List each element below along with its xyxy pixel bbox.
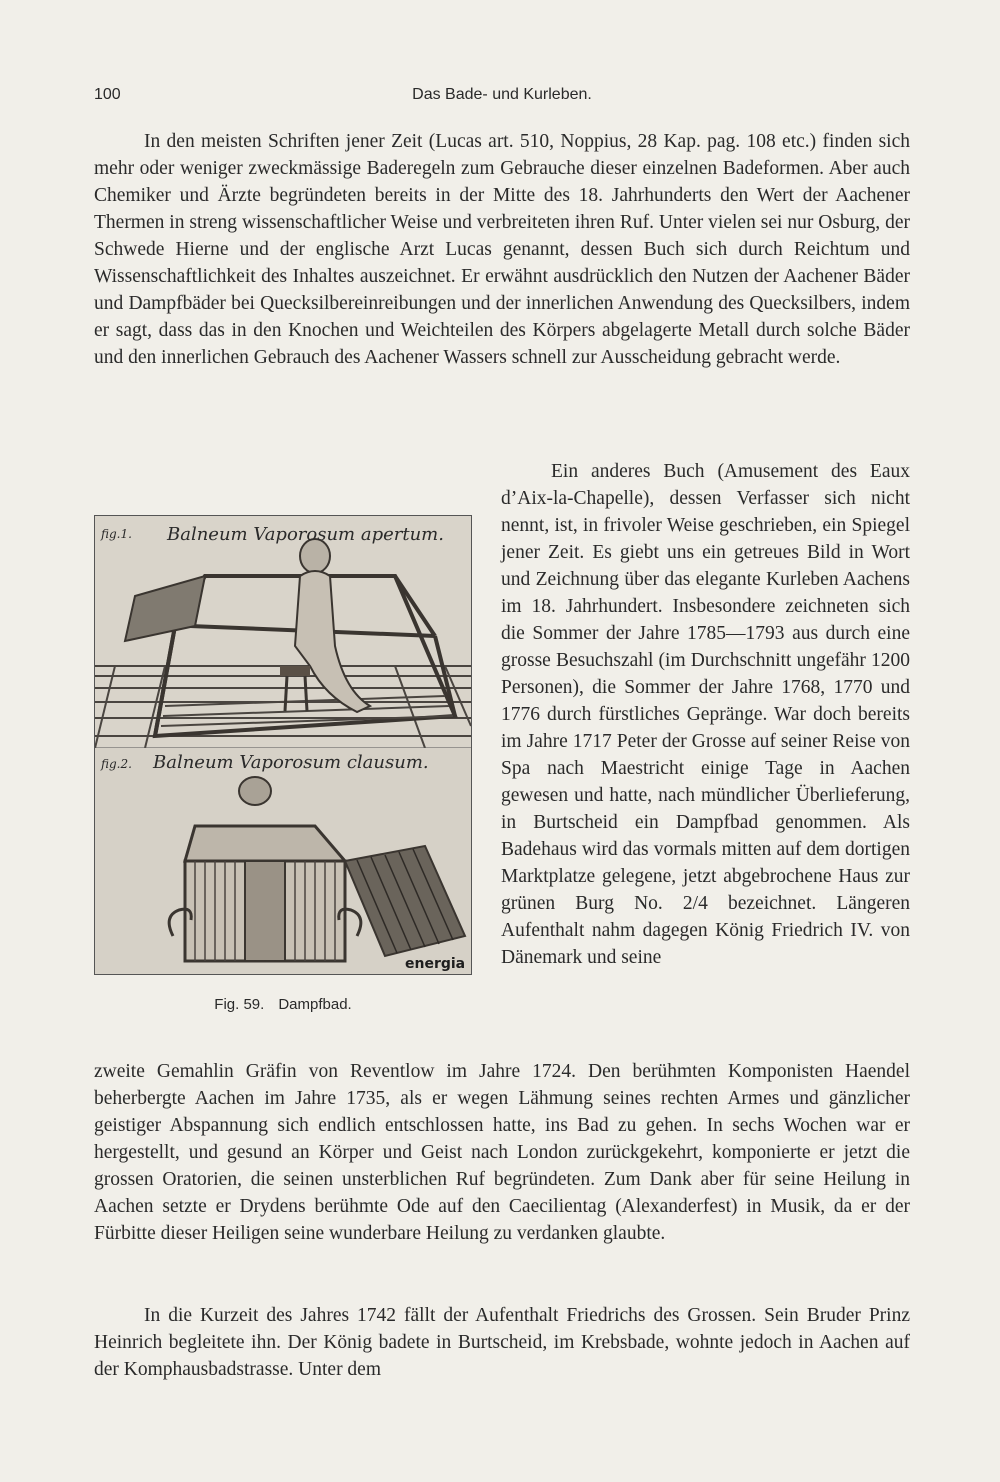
fig-1-number: fig.1.: [101, 527, 132, 541]
paragraph-1: In den meisten Schriften jener Zeit (Lucas art. 510, Noppius, 28 Kap. pag. 108 etc.) finden sich mehr oder weniger zweckmässige Baderegeln zum Gebrauche dieser einzelnen Badeformen. Aber auch Chemiker und Ärzte begründeten bereits in der Mitte des 18. Jahrhunderts den Wert der Aachener Thermen in streng wissenschaftlicher Weise und verbreiteten ihren Ruf. Unter vielen sei nur Osburg, der Schwede Hierne und der englische Arzt Lucas genannt, dessen Buch sich durch Reichtum und Wissenschaftlichkeit des Inhaltes auszeichnet. Er erwähnt ausdrücklich den Nutzen der Aachener Bäder und Dampfbäder bei Quecksilbereinreibungen und der innerlichen Anwendung des Quecksilbers, indem er sagt, dass das in den Knochen und Weichteilen des Körpers abgelagerte Metall durch solche Bäder und den innerlichen Gebrauch des Aachener Wassers schnell zur Ausscheidung gebracht werde.: [94, 131, 910, 368]
page-number: 100: [94, 86, 121, 103]
paragraph-2: Ein anderes Buch (Amusement des Eaux d’Aix-la-Chapelle), dessen Verfasser sich nicht nennt, ist, in frivoler Weise geschrieben, ein Spiegel jener Zeit. Es giebt uns ein getreues Bild in Wort und Zeichnung über das elegante Kurleben Aachens im 18. Jahrhundert. Insbesondere zeichneten sich die Sommer der Jahre 1785—1793 aus durch eine grosse Besuchszahl (im Durchschnitt ungefähr 1200 Personen), die Sommer der Jahre 1768, 1770 und 1776 durch fürstliches Gepränge. War doch bereits im Jahre 1717 Peter der Grosse auf seiner Reise von Spa nach Maestricht einige Tage in Aachen gewesen und hatte, nach mündlicher Überlieferung, in Burtscheid ein Dampfbad genommen. Als Badehaus wird das vormals mitten auf dem dortigen Marktplatze gelegene, jetzt abgebrochene Haus zur grünen Burg No. 2/4 bezeichnet. Längeren Aufenthalt nahm dagegen König Friedrich IV. von Dänemark und seine: [501, 461, 910, 968]
paragraph-3: zweite Gemahlin Gräfin von Reventlow im Jahre 1724. Den berühmten Komponisten Haendel beherbergte Aachen im Jahre 1735, als er wegen Lähmung seines rechten Armes und gänzlicher geistiger Abspannung sich endlich entschlossen hatte, ins Bad zu gehen. In sechs Wochen war er hergestellt, und gesund an Körper und Geist nach London zurückgekehrt, komponierte er jetzt die grossen Oratorien, die seinen unsterblichen Ruf begründeten. Zum Dank aber für seine Heilung in Aachen setzte er Drydens berühmte Ode auf den Caecilientag (Alexanderfest) in Musik, da er der Fürbitte dieser Heiligen seine wunderbare Heilung zu verdanken glaubte.: [94, 1061, 910, 1244]
running-title: Das Bade- und Kurleben.: [412, 86, 592, 103]
page-header: [94, 86, 910, 110]
figure-number: Fig. 59.: [214, 996, 265, 1013]
paragraph-4: In die Kurzeit des Jahres 1742 fällt der Aufenthalt Friedrichs des Grossen. Sein Bruder Prinz Heinrich begleitete ihn. Der König badete in Burtscheid, im Krebsbade, wohnte jedoch in Aachen auf der Komphausbadstrasse. Unter dem: [94, 1305, 910, 1380]
fig-2-number: fig.2.: [101, 757, 132, 771]
fig-2-label: Balneum Vaporosum clausum.: [153, 752, 429, 773]
figure-caption-text: Dampfbad.: [278, 996, 352, 1013]
fig-1-label: Balneum Vaporosum apertum.: [167, 524, 444, 545]
figure-caption: [170, 996, 410, 1013]
dampfbad-illustration: [94, 515, 472, 975]
artist-mark: energia: [405, 956, 466, 972]
